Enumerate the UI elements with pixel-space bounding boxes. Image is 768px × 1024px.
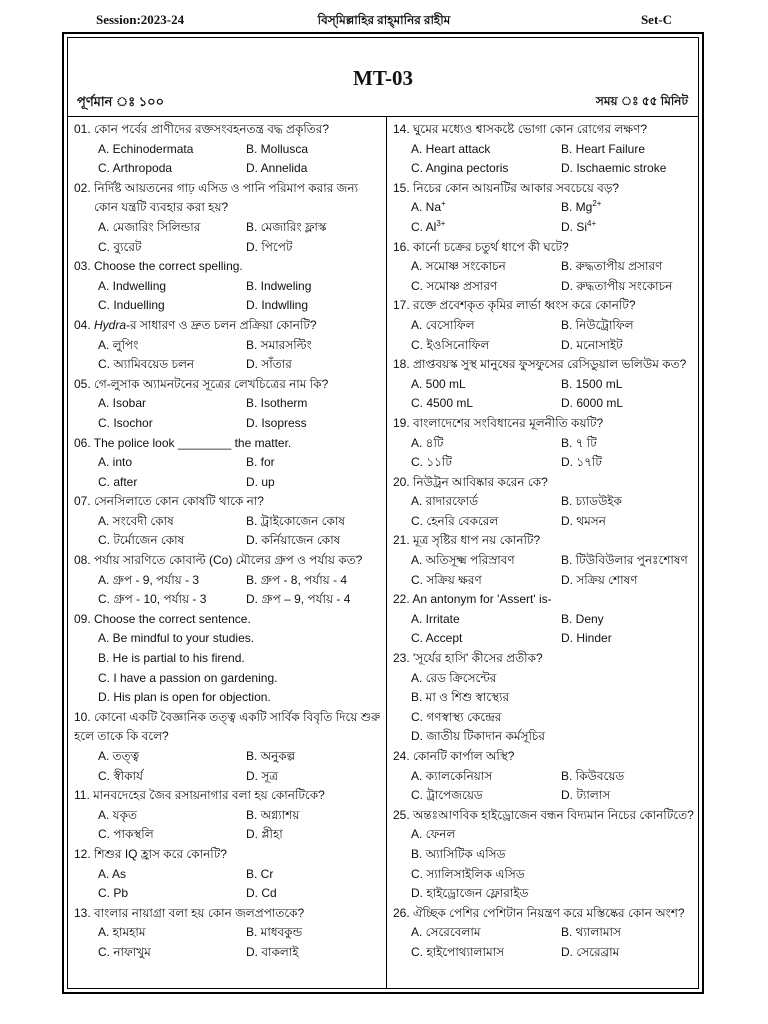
right-column (393, 120, 699, 963)
option-c: C. স্বীকার্য (98, 768, 143, 783)
question-text: 15. নিচের কোন আয়নটির আকার সবচেয়ে বড়? (393, 180, 620, 195)
question-15 (393, 179, 699, 238)
options (393, 434, 699, 473)
exam-frame-inner (67, 37, 699, 989)
option-b: B. অনুকল্প (246, 749, 296, 763)
option-c: C. গ্রুপ - 10, পর্যায় - 3 (98, 592, 207, 607)
options (74, 806, 380, 845)
options (393, 551, 699, 590)
question-06 (74, 434, 380, 493)
options (393, 375, 699, 414)
option-d: D. সাঁতার (246, 357, 292, 372)
option-d: D. His plan is open for objection. (98, 690, 271, 705)
option-d: D. সক্রিয় শোষণ (561, 572, 638, 587)
question-24 (393, 747, 699, 806)
option-c: C. হাইপোথ্যালামাস (411, 944, 505, 959)
question-23 (393, 649, 699, 747)
question-text: 23. 'সূর্যের হাসি' কীসের প্রতীক? (393, 651, 543, 666)
option-d: D. Hinder (561, 631, 612, 646)
options (74, 453, 380, 492)
question-01 (74, 120, 380, 179)
question-17 (393, 296, 699, 355)
option-d: D. বাকলাই (246, 944, 299, 959)
question-text: 03. Choose the correct spelling. (74, 259, 243, 274)
option-a: A. Echinodermata (98, 141, 194, 156)
question-text-continued: হলে তাকে কি বলে? (74, 729, 169, 744)
options (74, 747, 380, 786)
option-d: D. up (246, 474, 275, 489)
option-b: B. চ্যাডউইক (561, 494, 622, 509)
question-21 (393, 531, 699, 590)
option-c (411, 218, 561, 238)
options (74, 629, 380, 707)
options (74, 571, 380, 610)
question-02 (74, 179, 380, 257)
question-14 (393, 120, 699, 179)
option-b: B. He is partial to his firend. (98, 651, 245, 666)
option-b: B. মাধবকুন্ড (246, 925, 303, 940)
option-a: A. সংবেদী কোষ (98, 513, 174, 528)
full-marks: পূর্ণমান ঃ ১০০ (77, 94, 165, 109)
options (74, 277, 380, 316)
option-b: B. Indweling (246, 278, 312, 293)
option-b: B. নিউট্রোফিল (561, 317, 634, 332)
option-a: A. Irritate (411, 611, 460, 626)
option-a: A. Indwelling (98, 278, 167, 293)
option-d (561, 218, 711, 238)
option-c: C. Isochor (98, 415, 153, 430)
option-c: C. ইওসিনোফিল (411, 337, 490, 352)
question-09 (74, 610, 380, 708)
question-text: 10. কোনো একটি বৈজ্ঞানিক তত্ত্ব একটি সার্বিক বিবৃতি দিয়ে শুরু (74, 709, 380, 724)
question-03 (74, 257, 380, 316)
option-d: D. Isopress (246, 415, 307, 430)
option-c: C. ট্রাপেজয়েড (411, 788, 483, 803)
option-a: A. অতিসূক্ষ্ম পরিস্রাবণ (411, 553, 515, 568)
options (393, 767, 699, 806)
option-b: B. 1500 mL (561, 376, 623, 391)
option-c: C. টর্মোজেন কোষ (98, 533, 185, 548)
option-c: C. সক্রিয় ক্ষরণ (411, 572, 482, 587)
exam-frame (62, 32, 704, 994)
question-text: 11. মানবদেহের জৈব রসায়নাগার বলা হয় কোনটিকে? (74, 788, 325, 803)
option-b: B. মেজারিং ফ্লাস্ক (246, 219, 327, 234)
option-d: D. Cd (246, 886, 277, 901)
question-text: 17. রক্তে প্রবেশকৃত কৃমির লার্ভা ধ্বংস করে কোনটি? (393, 298, 636, 313)
option-a: A. ফেনল (411, 827, 456, 842)
option-d: D. কর্নিয়াজেন কোষ (246, 533, 341, 548)
option-c: C. ব্যুরেট (98, 239, 142, 254)
option-a: A. Heart attack (411, 141, 491, 156)
question-text-rest: -র সাধারণ ও দ্রুত চলন প্রক্রিয়া কোনটি? (126, 317, 317, 332)
left-column (74, 120, 380, 963)
question-04 (74, 316, 380, 375)
question-text: 20. নিউট্রন আবিষ্কার করেন কে? (393, 474, 548, 489)
question-11 (74, 786, 380, 845)
option-c: C. অ্যামিবয়েড চলন (98, 357, 195, 372)
charge: + (441, 199, 446, 209)
option-d: D. Ischaemic stroke (561, 161, 667, 176)
option-d: D. জাতীয় টিকাদান কর্মসূচির (411, 729, 546, 744)
session-label: Session:2023-24 (96, 12, 185, 27)
option-b: B. মা ও শিশু স্বাস্থ্যের (411, 690, 510, 705)
option-a: A. সমোষ্ণ সংকোচন (411, 259, 506, 274)
question-16 (393, 238, 699, 297)
option-a: A. রাদারফোর্ড (411, 494, 479, 509)
question-18 (393, 355, 699, 414)
option-d: D. পিপেট (246, 239, 293, 254)
option-c: C. হেনরি বেকরেল (411, 513, 499, 528)
option-d: D. থমসন (561, 513, 606, 528)
option-c: C. Accept (411, 631, 463, 646)
option-b: B. অগ্ন্যাশয় (246, 807, 300, 822)
question-text: 18. প্রাপ্তবয়স্ক সুস্থ মানুষের ফুসফুসের রেসিডুয়াল ভলিউম কত? (393, 357, 687, 372)
question-20 (393, 473, 699, 532)
option-a: A. ক্যালকেনিয়াস (411, 768, 493, 783)
question-text: 24. কোনটি কার্পাল অস্থি? (393, 749, 515, 763)
option-a: A. লুপিং (98, 337, 139, 352)
italic-term: Hydra (94, 317, 127, 332)
option-d: D. ট্যালাস (561, 788, 611, 803)
header-divider (68, 116, 698, 117)
page-top-line (96, 12, 672, 30)
option-c-text: C. Al (411, 219, 437, 234)
option-b (561, 198, 711, 218)
option-b: B. Mollusca (246, 141, 309, 156)
question-text: 07. সেনসিলাতে কোন কোষটি থাকে না? (74, 494, 264, 509)
options (393, 316, 699, 355)
question-text: 26. ঐচ্ছিক পেশির পেশিটান নিয়ন্ত্রণ করে মস্তিষ্কের কোন অংশ? (393, 905, 685, 920)
option-b: B. কিউবয়েড (561, 768, 625, 783)
option-d: D. হাইড্রোজেন ফ্লোরাইড (411, 886, 529, 901)
option-d: D. 6000 mL (561, 396, 624, 411)
option-b: B. ট্রাইকোজেন কোষ (246, 513, 346, 528)
option-a: A. মেজারিং সিলিন্ডার (98, 219, 201, 234)
option-d: D. ১৭টি (561, 455, 602, 470)
option-d: D. গ্রুপ – 9, পর্যায় - 4 (246, 592, 351, 607)
options (74, 512, 380, 551)
option-a-text: A. Na (411, 200, 442, 215)
options (74, 394, 380, 433)
option-d: D. Indwlling (246, 298, 309, 313)
options (393, 257, 699, 296)
time-limit: সময় ঃ ৫৫ মিনিট (595, 94, 688, 108)
charge: 4+ (587, 218, 597, 228)
question-text: 09. Choose the correct sentence. (74, 611, 251, 626)
option-c: C. Induelling (98, 298, 165, 313)
options (74, 923, 380, 962)
charge: 2+ (592, 199, 602, 209)
option-b: B. for (246, 455, 275, 470)
question-07 (74, 492, 380, 551)
option-c: C. after (98, 474, 138, 489)
question-text: 16. কার্নো চক্রের চতুর্থ ধাপে কী ঘটে? (393, 239, 569, 254)
option-a: A. বেসোফিল (411, 317, 475, 332)
option-d-text: D. Si (561, 219, 588, 234)
question-08 (74, 551, 380, 610)
question-05 (74, 375, 380, 434)
option-a: A. রেড ক্রিসেন্টের (411, 670, 497, 685)
question-text (74, 316, 380, 336)
option-a: A. হামহাম (98, 925, 146, 940)
option-c: C. Pb (98, 886, 129, 901)
question-12 (74, 845, 380, 904)
option-c: C. I have a passion on gardening. (98, 670, 278, 685)
option-c: C. সমোষ্ণ প্রসারণ (411, 278, 498, 293)
question-text: 12. শিশুর IQ হ্রাস করে কোনটি? (74, 846, 227, 861)
options (393, 492, 699, 531)
question-text: 21. মূত্র সৃষ্টির ধাপ নয় কোনটি? (393, 533, 541, 548)
option-d: D. রুদ্ধতাপীয় সংকোচন (561, 278, 673, 293)
option-c: C. নাফাখুম (98, 944, 151, 959)
question-13 (74, 904, 380, 963)
option-b: B. অ্যাসিটিক এসিড (411, 846, 506, 861)
option-c: C. Angina pectoris (411, 161, 509, 176)
question-text: 08. পর্যায় সারণিতে কোবাল্ট (Co) মৌলের গ্রুপ ও পর্যায় কত? (74, 553, 363, 568)
option-b: B. Heart Failure (561, 141, 646, 156)
option-b: B. থ্যালামাস (561, 925, 621, 940)
option-c: C. 4500 mL (411, 396, 474, 411)
options (393, 825, 699, 903)
question-19 (393, 414, 699, 473)
option-a: A. Isobar (98, 396, 147, 411)
option-c: C. গণস্বাস্থ্য কেন্দ্রের (411, 709, 502, 724)
question-10 (74, 708, 380, 786)
question-text-continued: কোন যন্ত্রটি ব্যবহার করা হয়? (94, 200, 229, 215)
options (74, 865, 380, 904)
option-a (411, 198, 561, 218)
question-text: 19. বাংলাদেশের সংবিধানের মূলনীতি কয়টি? (393, 415, 604, 430)
option-b: B. রুদ্ধতাপীয় প্রসারণ (561, 259, 663, 274)
options (393, 610, 699, 649)
option-c: C. স্যালিসাইলিক এসিড (411, 866, 525, 881)
option-b: B. Cr (246, 866, 274, 881)
option-c: C. Arthropoda (98, 161, 173, 176)
option-b-text: B. Mg (561, 200, 593, 215)
option-a: A. সেরেবেলাম (411, 925, 481, 940)
question-text: 13. বাংলার নায়াগ্রা বলা হয় কোন জলপ্রপাতকে? (74, 905, 305, 920)
options (74, 218, 380, 257)
options (393, 140, 699, 179)
question-25 (393, 806, 699, 904)
question-22 (393, 590, 699, 649)
question-text: 02. নির্দিষ্ট আয়তনের গাঢ় এসিড ও পানি পরিমাপ করার জন্য (74, 180, 359, 195)
question-text: 14. ঘুমের মধ্যেও শ্বাসকষ্টে ভোগা কোন রোগের লক্ষণ? (393, 122, 648, 136)
options (74, 336, 380, 375)
option-a: A. গ্রুপ - 9, পর্যায় - 3 (98, 572, 200, 587)
question-text: 06. The police look ________ the matter. (74, 435, 292, 450)
set-label: Set-C (640, 12, 672, 27)
option-b: B. ৭ টি (561, 435, 597, 450)
option-a: A. তত্ত্ব (98, 749, 140, 763)
question-text: 05. গে-লুসাক অ্যামনটনের সূত্রের লেখচিত্রের নাম কি? (74, 376, 329, 391)
option-c: C. পাকস্থলি (98, 827, 154, 842)
options (393, 669, 699, 747)
charge: 3+ (436, 218, 446, 228)
option-a: A. ৪টি (411, 435, 444, 450)
question-text: 25. অন্তঃআণবিক হাইড্রোজেন বন্ধন বিদ্যমান নিচের কোনটিতে? (393, 807, 694, 822)
question-26 (393, 904, 699, 963)
option-a: A. into (98, 455, 133, 470)
option-d: D. Annelida (246, 161, 308, 176)
question-text: 22. An antonym for 'Assert' is- (393, 592, 552, 607)
options (74, 140, 380, 179)
option-a: A. As (98, 866, 127, 881)
option-b: B. সমারসল্টিং (246, 337, 312, 352)
option-d: D. সূত্র (246, 768, 279, 783)
option-b: B. Deny (561, 611, 604, 626)
question-number: 04. (74, 317, 95, 332)
bismillah-text: বিস্‌মিল্লাহির রাহ্‌মানির রাহীম (317, 13, 451, 27)
option-b: B. টিউবিউলার পুনঃশোষণ (561, 553, 688, 568)
option-c: C. ১১টি (411, 455, 452, 470)
question-text: 01. কোন পর্বের প্রাণীদের রক্তসংবহনতন্ত্র বদ্ধ প্রকৃতির? (74, 122, 330, 136)
option-b: B. Isotherm (246, 396, 308, 411)
option-d: D. মনোসাইট (561, 337, 623, 352)
option-b: B. গ্রুপ - 8, পর্যায় - 4 (246, 572, 348, 587)
option-a: A. 500 mL (411, 376, 466, 391)
option-a: A. যকৃত (98, 807, 137, 822)
option-d: D. সেরেব্রাম (561, 944, 620, 959)
options (393, 923, 699, 962)
option-d: D. প্লীহা (246, 827, 283, 842)
exam-title: MT-03 (353, 66, 413, 90)
option-a: A. Be mindful to your studies. (98, 631, 255, 646)
options (393, 198, 699, 237)
